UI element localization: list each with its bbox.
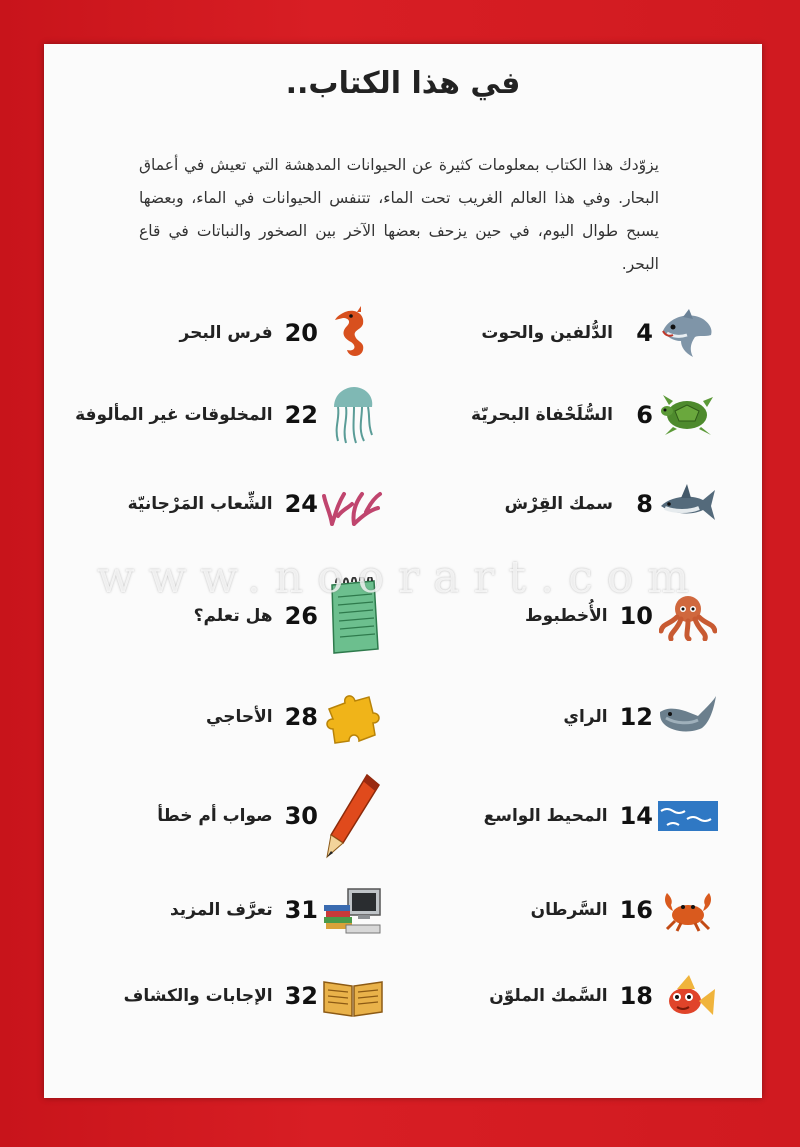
intro-paragraph: يزوّدك هذا الكتاب بمعلومات كثيرة عن الحيوانات المدهشة التي تعيش في أعماق البحار. وفي هذا العالم الغريب تحت الماء، تتنفس الحيوانات في الماء، وبعضها يسبح طوال اليوم، في حين يزحف بعضها الآخر بين الصخور والنباتات في قاع البحر. <box>139 156 659 273</box>
toc-label: الشِّعاب المَرْجانيّة <box>127 494 273 514</box>
toc-item-colorful-fish[interactable] <box>379 966 719 1026</box>
octopus-icon <box>657 588 719 644</box>
page-title: في هذا الكتاب.. <box>285 66 521 101</box>
toc-item-puzzles[interactable] <box>44 687 384 747</box>
toc-label: الراي <box>563 707 608 727</box>
dolphin-icon <box>657 305 719 361</box>
coral-icon <box>322 476 384 532</box>
ray-icon <box>657 689 719 745</box>
notepad-icon <box>322 576 384 656</box>
toc-label: المخلوقات غير المألوفة <box>75 405 273 425</box>
toc-label: فرس البحر <box>179 323 273 343</box>
page-number: 32 <box>284 982 318 1010</box>
toc-label: الأُخطبوط <box>525 606 608 626</box>
ocean-icon <box>657 788 719 844</box>
toc-label: هل تعلم؟ <box>193 606 273 626</box>
toc-item-unusual-creatures[interactable] <box>44 385 384 445</box>
page-number: 12 <box>619 703 653 731</box>
toc-label: السُّلَحْفاة البحريّة <box>471 405 613 425</box>
page-number: 20 <box>284 319 318 347</box>
toc-item-learn-more[interactable] <box>44 880 384 940</box>
page-number: 30 <box>284 802 318 830</box>
toc-item-answers-index[interactable] <box>44 966 384 1026</box>
toc-label: صواب أم خطأ <box>157 806 273 826</box>
toc-item-turtle[interactable] <box>379 385 719 445</box>
toc-item-true-or-false[interactable] <box>44 786 384 846</box>
seahorse-icon <box>322 305 384 361</box>
page-number: 18 <box>619 982 653 1010</box>
jellyfish-icon <box>322 387 384 443</box>
crab-icon <box>657 882 719 938</box>
shark-icon <box>657 476 719 532</box>
book-page <box>44 44 762 1098</box>
toc-label: الأحاجي <box>206 707 273 727</box>
toc-item-ocean[interactable] <box>379 786 719 846</box>
page-number: 28 <box>284 703 318 731</box>
page-number: 14 <box>619 802 653 830</box>
page-number: 26 <box>284 602 318 630</box>
page-number: 31 <box>284 896 318 924</box>
toc-label: سمك القِرْش <box>504 494 613 514</box>
turtle-icon <box>657 387 719 443</box>
toc-label: الإجابات والكشاف <box>123 986 273 1006</box>
toc-label: تعرَّف المزيد <box>169 900 273 920</box>
page-number: 24 <box>284 490 318 518</box>
page-number: 6 <box>636 401 653 429</box>
toc-item-crab[interactable] <box>379 880 719 940</box>
page-number: 8 <box>636 490 653 518</box>
page-number: 10 <box>619 602 653 630</box>
page-number: 16 <box>619 896 653 924</box>
toc-item-coral-reefs[interactable] <box>44 474 384 534</box>
page-number: 22 <box>284 401 318 429</box>
toc-label: الدُّلفين والحوت <box>481 323 613 343</box>
toc-item-dolphin[interactable] <box>379 303 719 363</box>
page-number: 4 <box>636 319 653 347</box>
toc-label: السَّرطان <box>530 900 608 920</box>
watermark: www.noorart.com <box>97 552 703 603</box>
toc-item-octopus[interactable] <box>379 586 719 646</box>
book-icon <box>322 968 384 1024</box>
colorful-fish-icon <box>657 968 719 1024</box>
puzzle-icon <box>322 689 384 745</box>
toc-item-ray[interactable] <box>379 687 719 747</box>
toc-item-seahorse[interactable] <box>44 303 384 363</box>
toc-item-shark[interactable] <box>379 474 719 534</box>
pencil-icon <box>322 771 384 861</box>
toc-label: السَّمك الملوّن <box>489 986 608 1006</box>
toc-item-did-you-know[interactable] <box>44 586 384 646</box>
computer-books-icon <box>322 882 384 938</box>
toc-label: المحيط الواسع <box>483 806 608 826</box>
